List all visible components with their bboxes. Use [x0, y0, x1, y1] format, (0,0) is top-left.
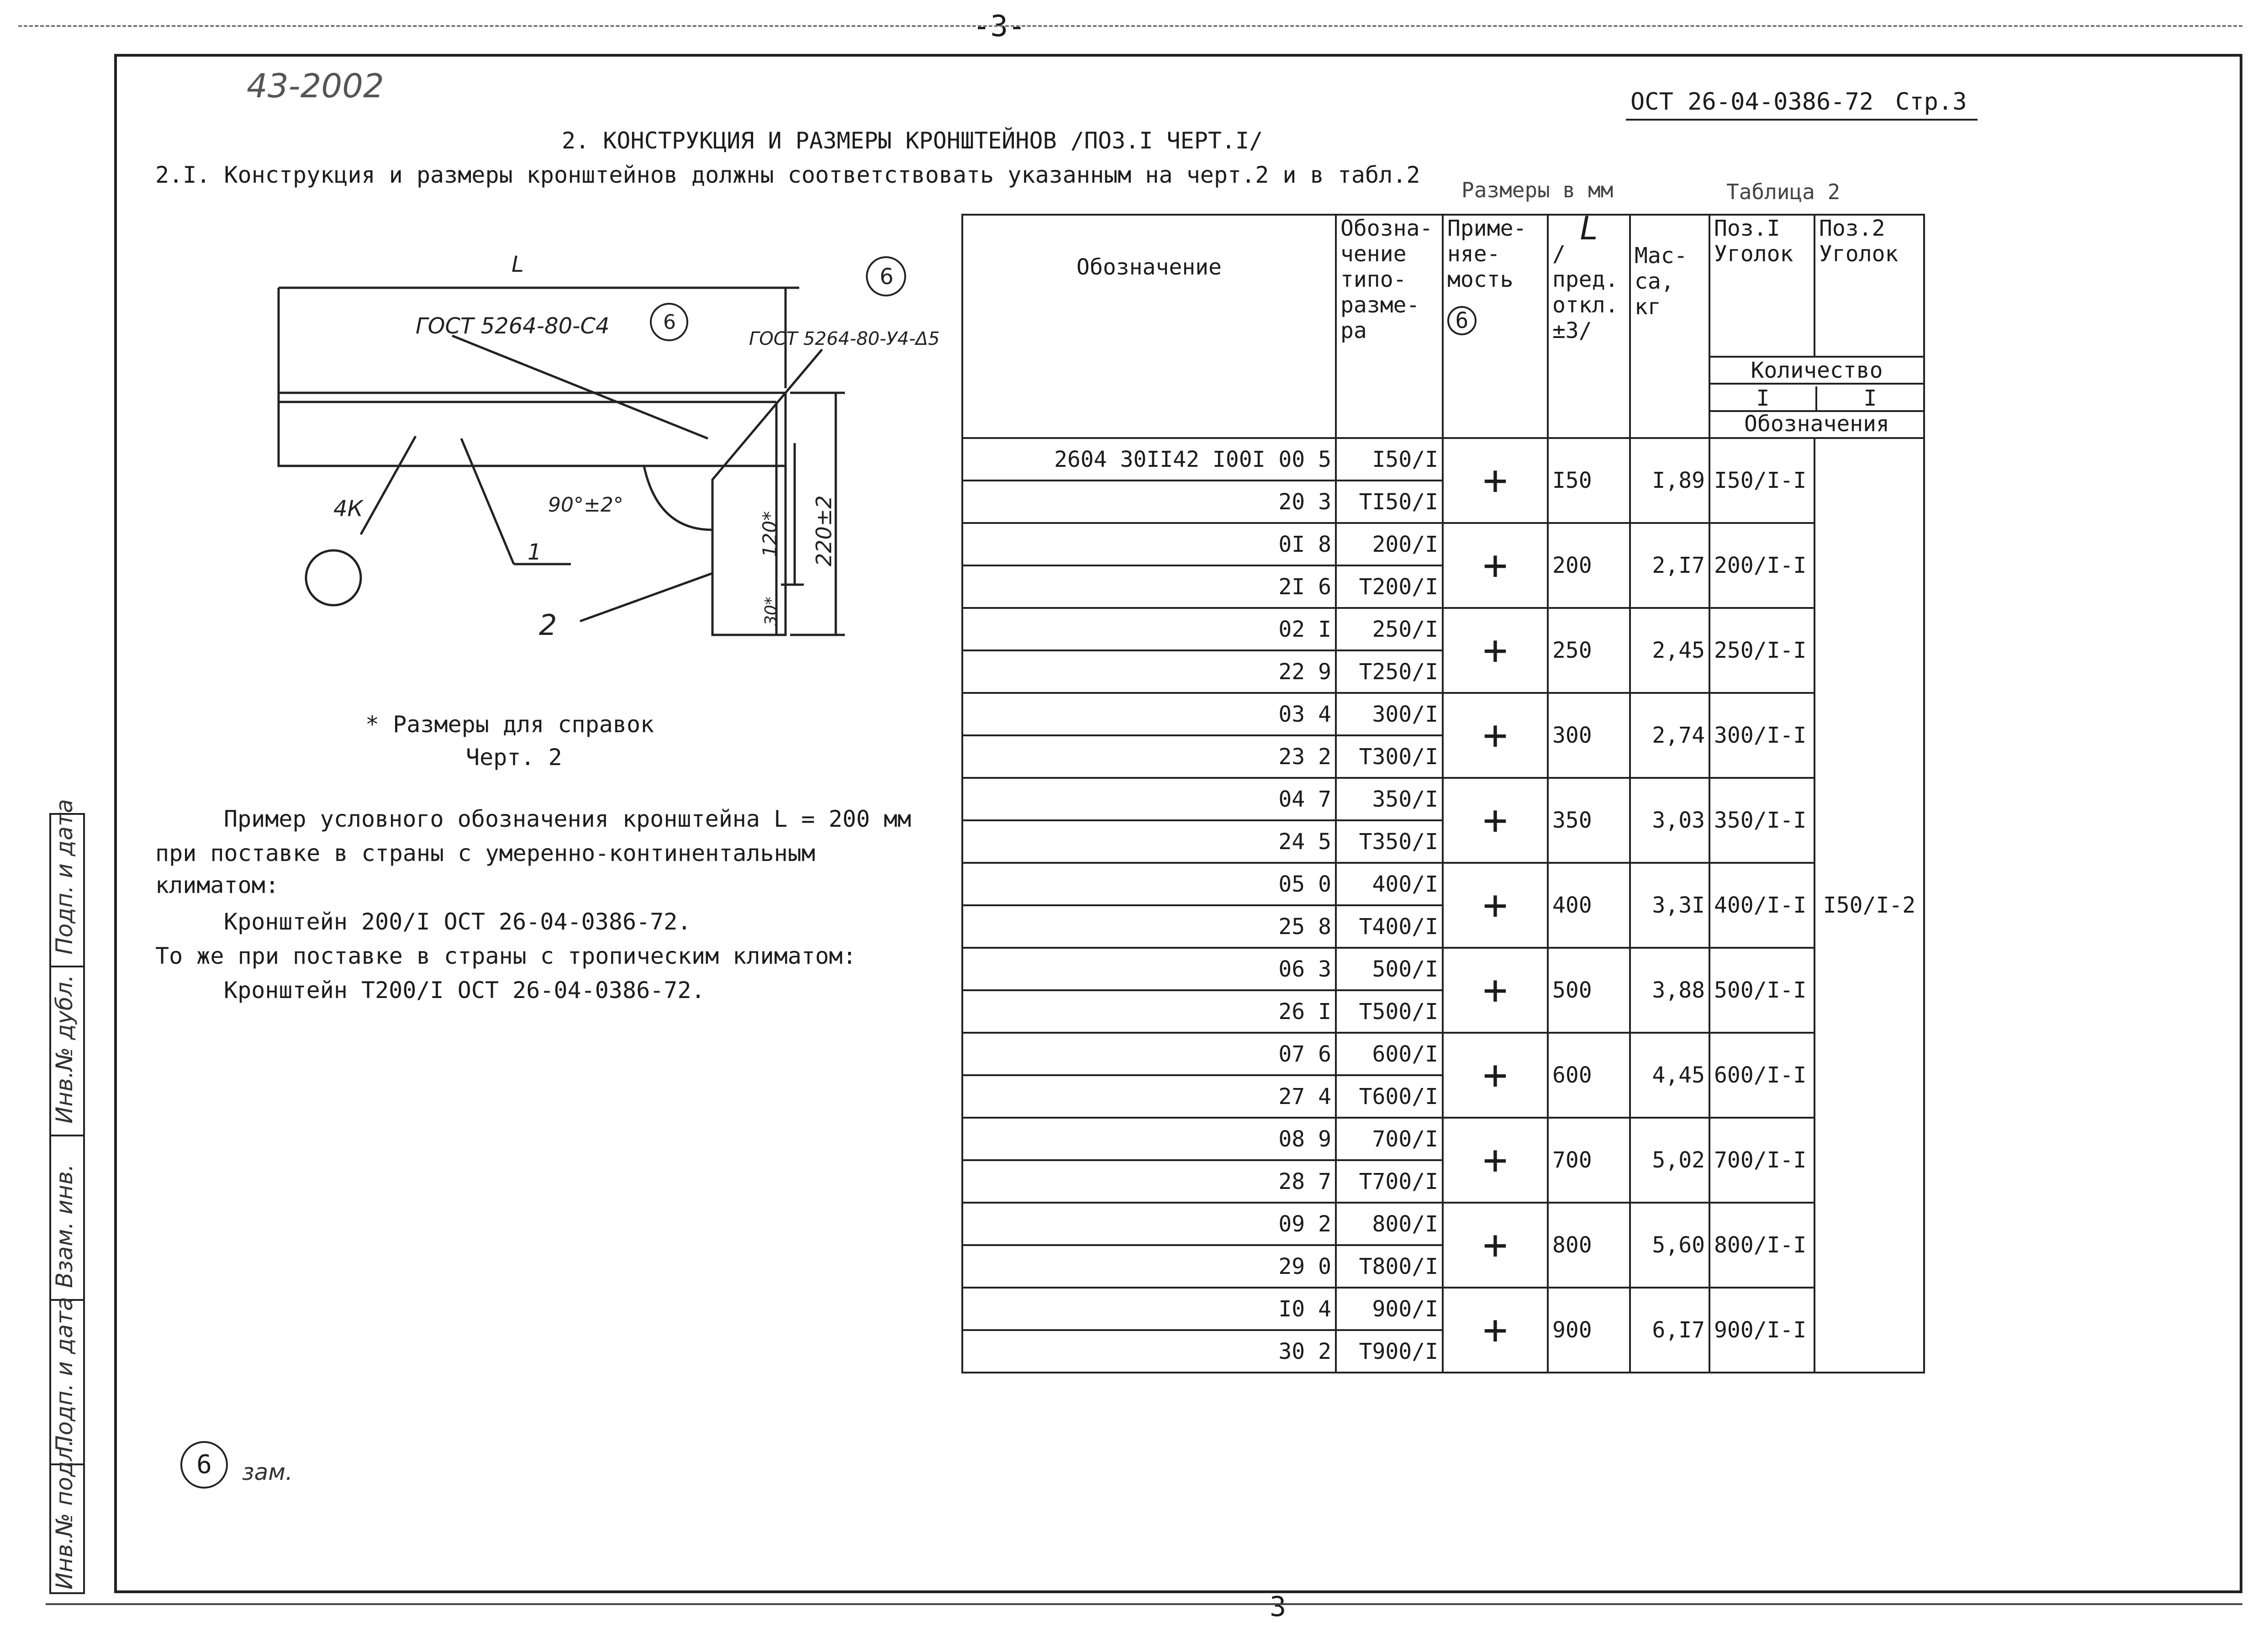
change-text: зам. [242, 1459, 293, 1485]
typesize-cell: 300/I [1336, 693, 1443, 735]
pos1-cell: 200/I-I [1709, 523, 1814, 608]
applicability-cell: + [1443, 693, 1548, 778]
table-row [962, 948, 1924, 990]
typesize-cell: 700/I [1336, 1118, 1443, 1160]
pos1-cell: 400/I-I [1709, 863, 1814, 948]
designation-cell: 08 9 [962, 1118, 1336, 1160]
designation-cell: 07 6 [962, 1033, 1336, 1075]
section-title: 2. КОНСТРУКЦИЯ И РАЗМЕРЫ КРОНШТЕЙНОВ /ПОЗ.I ЧЕРТ.I/ [562, 127, 1263, 154]
mass-cell: 6,I7 [1630, 1288, 1709, 1373]
pos1-cell: 600/I-I [1709, 1033, 1814, 1118]
typesize-cell: TI50/I [1336, 481, 1443, 523]
designation-cell: 02 I [962, 608, 1336, 650]
doc-ref: ОСТ 26-04-0386-72 [1630, 88, 1874, 116]
typesize-cell: T700/I [1336, 1160, 1443, 1203]
top-dashed-line [18, 25, 2242, 27]
side-field-5: Инв.№ подл. [51, 1439, 78, 1590]
mass-cell: 2,I7 [1630, 523, 1709, 608]
typesize-cell: T300/I [1336, 735, 1443, 778]
pos1-cell: 500/I-I [1709, 948, 1814, 1033]
pos1-cell: 250/I-I [1709, 608, 1814, 693]
mass-cell: 4,45 [1630, 1033, 1709, 1118]
designation-cell: 28 7 [962, 1160, 1336, 1203]
part-2-label: 2 [539, 608, 557, 642]
table-row [962, 693, 1924, 735]
pos1-cell: 800/I-I [1709, 1203, 1814, 1288]
applicability-cell: + [1443, 863, 1548, 948]
designation-cell: 27 4 [962, 1075, 1336, 1118]
leg-label: 4К [333, 496, 363, 522]
typesize-cell: T900/I [1336, 1330, 1443, 1373]
designation-cell: 09 2 [962, 1203, 1336, 1245]
table-row [962, 1288, 1924, 1330]
weld-label-1: ГОСТ 5264-80-С4 [416, 313, 610, 339]
col-l [1548, 210, 1630, 438]
typesize-cell: 200/I [1336, 523, 1443, 565]
col-typesize: Обозна-чение типо-разме-ра [1336, 215, 1443, 438]
typesize-cell: 250/I [1336, 608, 1443, 650]
l-cell: 800 [1548, 1203, 1630, 1288]
designation-cell: 20 3 [962, 481, 1336, 523]
applicability-mark: 6 [1447, 306, 1477, 335]
typesize-cell: T500/I [1336, 990, 1443, 1033]
table-row [962, 1033, 1924, 1075]
l-cell: 600 [1548, 1033, 1630, 1118]
l-cell: 400 [1548, 863, 1630, 948]
applicability-cell: + [1443, 1118, 1548, 1203]
applicability-cell: + [1443, 608, 1548, 693]
col-pos2: Поз.2 Уголок [1814, 215, 1924, 357]
bracket-drawing [256, 238, 968, 694]
designation-cell: 24 5 [962, 820, 1336, 863]
side-field-3: Взам. инв. [51, 1164, 78, 1288]
doc-ref-underline [1626, 119, 1978, 121]
col-l-symbol: L [1580, 210, 1598, 247]
typesize-cell: T250/I [1336, 650, 1443, 693]
qty-designation-block [1709, 384, 1924, 438]
top-page-number: -3- [973, 10, 1026, 43]
side-field-2: Инв.№ дубл. [51, 974, 78, 1124]
ref-sizes-note: * Размеры для справок [365, 711, 654, 738]
table-row [962, 1203, 1924, 1245]
example-line-2: при поставке в страны с умеренно-континентальным [155, 840, 815, 866]
col-applicability-label: Приме-няе-мость [1447, 216, 1527, 292]
designation-cell: 2604 30II42 I00I 00 5 [962, 438, 1336, 481]
applicability-cell: + [1443, 1203, 1548, 1288]
applicability-cell: + [1443, 1288, 1548, 1373]
designation-cell: 05 0 [962, 863, 1336, 905]
table-row [962, 778, 1924, 820]
pos1-cell: 300/I-I [1709, 693, 1814, 778]
pos2-cell: I50/I-2 [1814, 438, 1924, 1373]
typesize-cell: 500/I [1336, 948, 1443, 990]
designation-cell: 25 8 [962, 905, 1336, 948]
designation-cell: 03 4 [962, 693, 1336, 735]
mass-cell: 3,3I [1630, 863, 1709, 948]
pos1-cell: I50/I-I [1709, 438, 1814, 523]
table-row [962, 608, 1924, 650]
units-label: Размеры в мм [1461, 178, 1614, 202]
typesize-cell: T600/I [1336, 1075, 1443, 1118]
pos1-cell: 900/I-I [1709, 1288, 1814, 1373]
designations-header: Обозначения [1744, 411, 1889, 437]
dim-30: 30* [762, 597, 781, 626]
l-cell: 250 [1548, 608, 1630, 693]
mass-cell: I,89 [1630, 438, 1709, 523]
designation-cell: 23 2 [962, 735, 1336, 778]
dim-l: L [512, 252, 524, 277]
typesize-cell: 600/I [1336, 1033, 1443, 1075]
designation-cell: 29 0 [962, 1245, 1336, 1288]
handwritten-code: 43-2002 [247, 67, 384, 105]
designation-cell: 26 I [962, 990, 1336, 1033]
col-pos1: Поз.I Уголок [1709, 215, 1814, 357]
bottom-line [46, 1603, 2242, 1605]
l-cell: 500 [1548, 948, 1630, 1033]
bottom-page-number: 3 [1270, 1591, 1287, 1623]
example-line-1: Пример условного обозначения кронштейна L = 200 мм [224, 806, 912, 832]
applicability-cell: + [1443, 438, 1548, 523]
applicability-cell: + [1443, 948, 1548, 1033]
applicability-cell: + [1443, 778, 1548, 863]
typesize-cell: 900/I [1336, 1288, 1443, 1330]
dim-220: 220±2 [812, 495, 836, 566]
weld-label-2: ГОСТ 5264-80-У4-Δ5 [749, 328, 940, 349]
mass-cell: 5,02 [1630, 1118, 1709, 1203]
col-designation: Обозначение [962, 215, 1336, 438]
table-row [962, 523, 1924, 565]
example-line-4: Кронштейн 200/I ОСТ 26-04-0386-72. [224, 908, 691, 935]
typesize-cell: 400/I [1336, 863, 1443, 905]
mass-cell: 3,88 [1630, 948, 1709, 1033]
table-label: Таблица 2 [1726, 180, 1841, 204]
applicability-cell: + [1443, 523, 1548, 608]
designation-cell: 30 2 [962, 1330, 1336, 1373]
table-row [962, 438, 1924, 481]
quantity-header: Количество [1709, 357, 1924, 384]
typesize-cell: 800/I [1336, 1203, 1443, 1245]
part-1-label: 1 [527, 539, 542, 565]
example-line-5: То же при поставке в страны с тропическим климатом: [155, 943, 857, 969]
typesize-cell: T400/I [1336, 905, 1443, 948]
qty-pos2: I [1863, 385, 1877, 411]
l-cell: I50 [1548, 438, 1630, 523]
circle-mark-2: 6 [880, 264, 894, 290]
circle-mark-1: 6 [663, 311, 676, 334]
designation-cell: 22 9 [962, 650, 1336, 693]
angle-label: 90°±2° [548, 493, 623, 517]
designation-cell: 2I 6 [962, 565, 1336, 608]
change-mark: 6 [196, 1450, 212, 1479]
mass-cell: 5,60 [1630, 1203, 1709, 1288]
change-mark-circle [180, 1441, 228, 1489]
l-cell: 300 [1548, 693, 1630, 778]
pos1-cell: 350/I-I [1709, 778, 1814, 863]
l-cell: 700 [1548, 1118, 1630, 1203]
applicability-cell: + [1443, 1033, 1548, 1118]
table-row [962, 863, 1924, 905]
example-line-6: Кронштейн Т200/I ОСТ 26-04-0386-72. [224, 977, 705, 1003]
side-field-4: Подп. и дата [51, 1297, 78, 1452]
col-mass: Мас-са, кг [1630, 215, 1709, 438]
col-applicability [1443, 215, 1548, 438]
mass-cell: 3,03 [1630, 778, 1709, 863]
spec-table [961, 210, 1925, 1373]
pos1-cell: 700/I-I [1709, 1118, 1814, 1203]
dim-120: 120* [759, 511, 781, 557]
designation-cell: 04 7 [962, 778, 1336, 820]
doc-page: Стр.3 [1895, 88, 1967, 116]
table-row [962, 1118, 1924, 1160]
clause-text: 2.I. Конструкция и размеры кронштейнов должны соответствовать указанным на черт.2 и в табл.2 [155, 162, 1420, 188]
l-cell: 900 [1548, 1288, 1630, 1373]
qty-pos1: I [1710, 386, 1817, 410]
typesize-cell: 350/I [1336, 778, 1443, 820]
designation-cell: I0 4 [962, 1288, 1336, 1330]
typesize-cell: I50/I [1336, 438, 1443, 481]
typesize-cell: T800/I [1336, 1245, 1443, 1288]
example-line-3: климатом: [155, 872, 279, 898]
typesize-cell: T350/I [1336, 820, 1443, 863]
typesize-cell: T200/I [1336, 565, 1443, 608]
mass-cell: 2,45 [1630, 608, 1709, 693]
l-cell: 200 [1548, 523, 1630, 608]
mass-cell: 2,74 [1630, 693, 1709, 778]
designation-cell: 0I 8 [962, 523, 1336, 565]
col-l-sub: /пред. откл. ±3/ [1552, 241, 1619, 343]
designation-cell: 06 3 [962, 948, 1336, 990]
side-field-1: Подп. и дата [51, 799, 78, 955]
drawing-number: Черт. 2 [466, 744, 562, 771]
l-cell: 350 [1548, 778, 1630, 863]
spec-table-body [962, 438, 1924, 1373]
